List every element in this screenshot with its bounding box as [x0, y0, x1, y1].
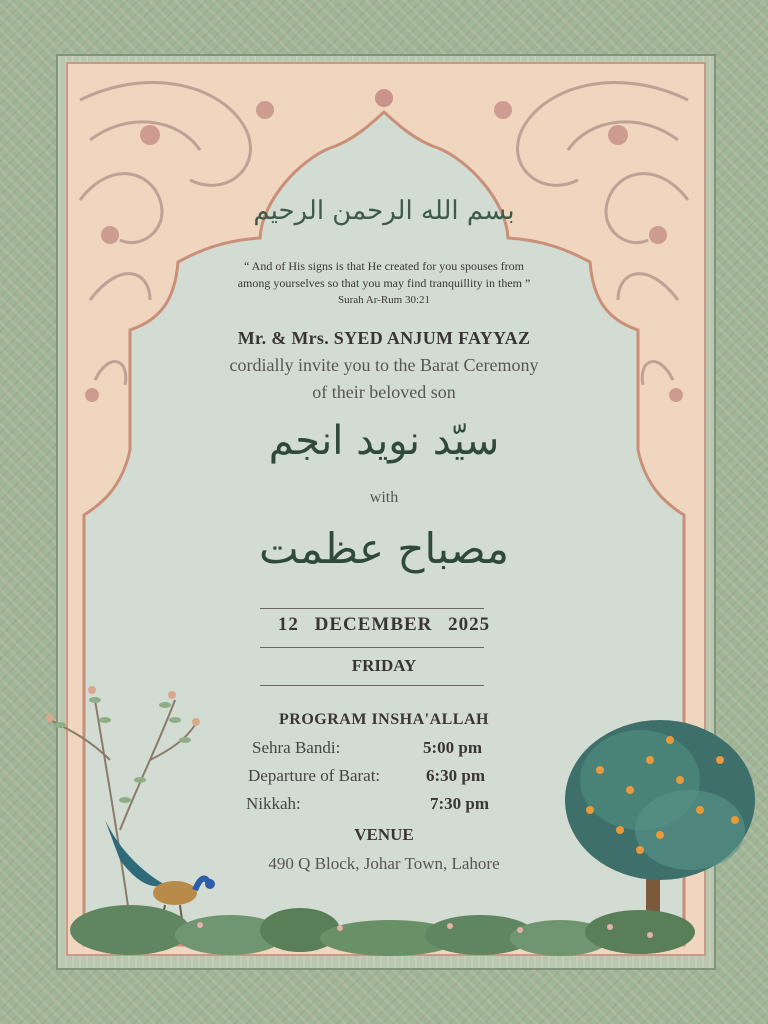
- event-day: FRIDAY: [351, 656, 417, 675]
- event-date: 12 DECEMBER 2025: [277, 614, 491, 635]
- program-item-label: Nikkah:: [246, 794, 301, 813]
- program-item-time: 6:30 pm: [426, 766, 486, 785]
- venue-address: 490 Q Block, Johar Town, Lahore: [268, 854, 500, 873]
- program-item-label: Sehra Bandi:: [252, 738, 341, 757]
- verse-line-2: among yourselves so that you may find tranquillity in them ”: [237, 276, 531, 290]
- program-item-time: 7:30 pm: [430, 794, 490, 813]
- program-item-label: Departure of Barat:: [248, 766, 381, 785]
- bride-name: مصباح عظمت: [259, 524, 509, 573]
- venue-title: VENUE: [354, 825, 414, 844]
- invite-line-1: cordially invite you to the Barat Ceremony: [229, 355, 539, 375]
- hosts-name: Mr. & Mrs. SYED ANJUM FAYYAZ: [237, 328, 531, 348]
- crown-flower-icon: [375, 89, 393, 107]
- date-bottom-rule: [260, 647, 484, 648]
- program-item: [240, 794, 530, 818]
- groom-name: سیّد نوید انجم: [268, 418, 500, 464]
- program-item: [240, 766, 530, 790]
- program-item: [240, 738, 530, 762]
- date-top-rule: [260, 608, 484, 609]
- verse-line-1: “ And of His signs is that He created for you spouses from: [244, 259, 524, 273]
- day-bottom-rule: [260, 685, 484, 686]
- program-title: PROGRAM INSHA'ALLAH: [279, 711, 489, 728]
- verse-citation: Surah Ar-Rum 30:21: [337, 294, 431, 306]
- with-text: with: [369, 489, 399, 506]
- bismillah-calligraphy: بسم الله الرحمن الرحیم: [253, 196, 515, 226]
- program-item-time: 5:00 pm: [423, 738, 483, 757]
- quran-verse: [0, 258, 768, 309]
- invite-line-2: of their beloved son: [312, 382, 456, 402]
